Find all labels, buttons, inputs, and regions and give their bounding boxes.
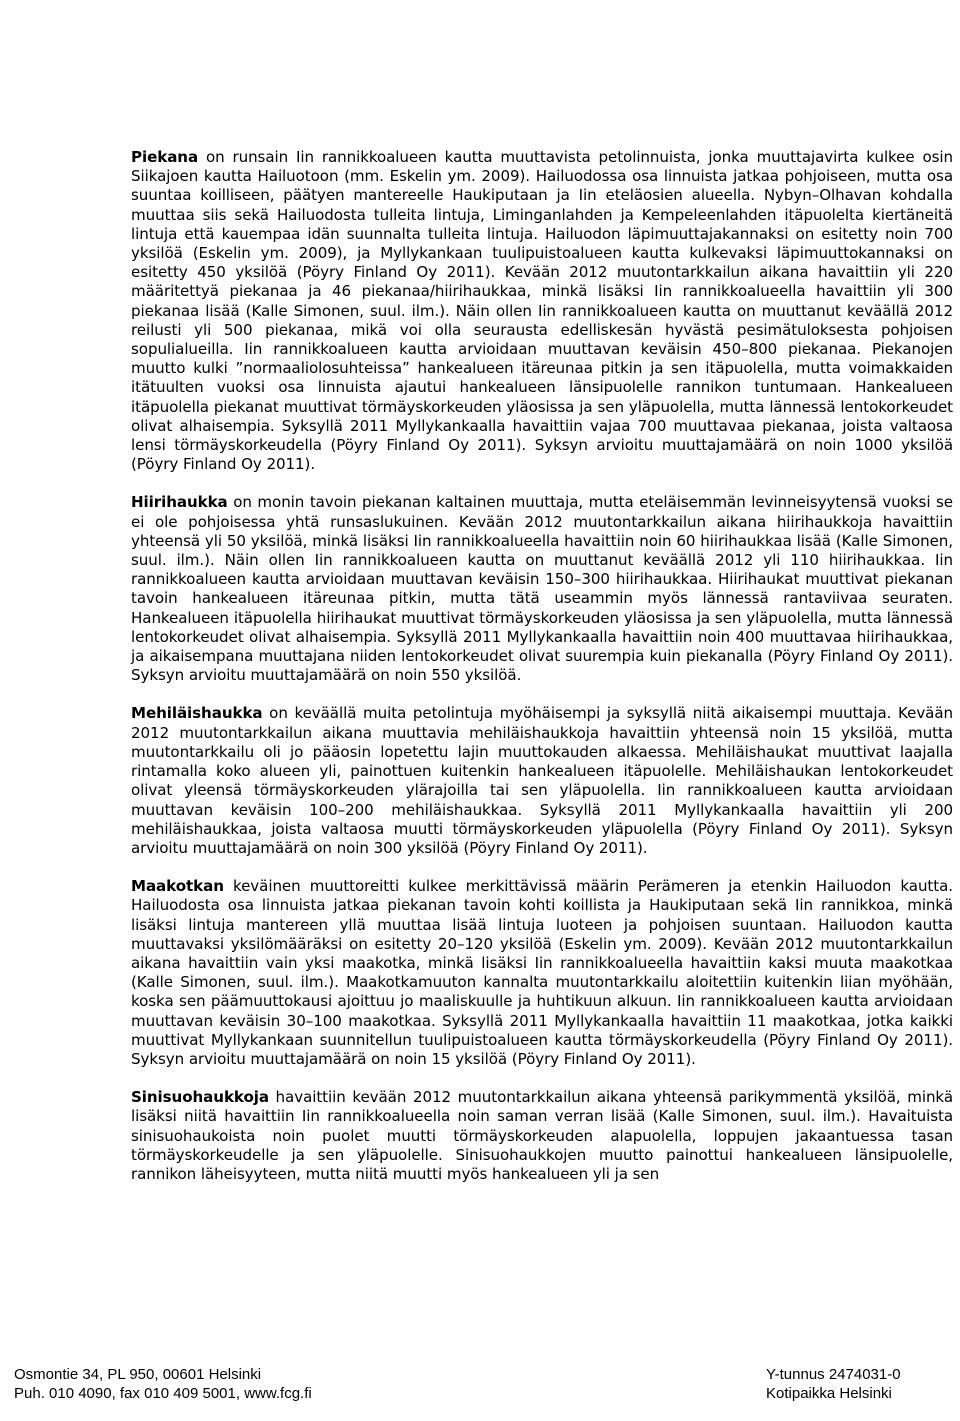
- paragraph-text: on keväällä muita petolintuja myöhäisempi ja syksyllä niitä aikaisempi muuttaja. Kevään 2012 muutontarkkailun aikana muuttavia mehiläishaukkoja havaittiin yhteensä noin 15 yksilöä, mutta muutontarkkailu oli jo pääosin lopetettu lajin muuttokauden alkaessa. Mehiläishaukat muuttivat laajalla rintamalla koko alueen yli, painottuen kuitenkin hankealueen itäpuolelle. Mehiläishaukan lentokorkeudet olivat yleensä törmäyskorkeuden ylärajoilla tai sen yläpuolella. Iin rannikkoalueen kautta arvioidaan muuttavan keväisin 100–200 mehiläishaukkaa. Syksyllä 2011 Myllykankaalla havaittiin yli 200 mehiläishaukkaa, joista valtaosa muutti törmäyskorkeuden yläpuolella (Pöyry Finland Oy 2011). Syksyn arvioitu muuttajamäärä on noin 300 yksilöä (Pöyry Finland Oy 2011).: [131, 704, 953, 857]
- paragraph-text: keväinen muuttoreitti kulkee merkittävissä määrin Perämeren ja etenkin Hailuodon kautta. Hailuodosta osa linnuista jatkaa piekanan tavoin kohti koillista ja Haukiputaan sekä Iin rannikkoa, minkä lisäksi lintuja mantereen yllä muuttaa lisää lintuja luoteen ja pohjoisen suuntaan. Hailuodon kautta muuttavaksi yksilömääräksi on esitetty 20–120 yksilöä (Eskelin ym. 2009). Kevään 2012 muutontarkkailun aikana havaittiin vain yksi maakotka, minkä lisäksi Iin rannikkoalueella havaittiin kaksi muuta maakotkaa (Kalle Simonen, suul. ilm.). Maakotkamuuton kannalta muutontarkkailu aloitettiin kuitenkin liian myöhään, koska sen päämuuttokausi ajoittuu jo maaliskuulle ja huhtikuun alkuun. Iin rannikkoalueen kautta arvioidaan muuttavan keväisin 30–100 maakotkaa. Syksyllä 2011 Myllykankaalla havaittiin 11 maakotkaa, jotka kaikki muuttivat Myllykankaan suunnitellun tuulipuistoalueen kautta törmäyskorkeudella (Pöyry Finland Oy 2011). Syksyn arvioitu muuttajamäärä on noin 15 yksilöä (Pöyry Finland Oy 2011).: [131, 877, 953, 1068]
- footer-domicile: Kotipaikka Helsinki: [766, 1385, 892, 1402]
- header-document-title: Linnustoselvitykset ja vaikutus-ten arviointi: [442, 1, 708, 37]
- body-text: [131, 148, 953, 1203]
- paragraph-text: on runsain Iin rannikkoalueen kautta muuttavista petolinnuista, jonka muuttajavirta kulkee osin Siikajoen kautta Hailuotoon (mm. Eskelin ym. 2009). Hailuodossa osa linnuista jatkaa pohjoiseen, mutta osa suuntaa koilliseen, päätyen mantereelle Haukiputaan ja Iin eteläosien alueella. Nybyn–Olhavan kohdalla muuttaa siis sekä Hailuodosta tulleita lintuja, Liminganlahden ja Kempeleenlahden itäpuolelta kiertäneitä lintuja että kauempaa idän suunnalta tulleita lintuja. Hailuodon läpimuuttajakannaksi on esitetty noin 700 yksilöä (Eskelin ym. 2009), ja Myllykankaan tuulipuistoalueen kautta kulkevaksi läpimuuttokannaksi on esitetty 450 yksilöä (Pöyry Finland Oy 2011). Kevään 2012 muutontarkkailun aikana havaittiin yli 220 määritettyä piekanaa ja 46 piekanaa/hiirihaukkaa, minkä lisäksi Iin rannikkoalueella havaittiin yli 300 piekanaa lisää (Kalle Simonen, suul. ilm.). Näin ollen Iin rannikkoalueen kautta on muuttanut keväällä 2012 reilusti yli 500 piekanaa, mikä voi olla seurausta edelliskesän hyvästä pesimätuloksesta pohjoisen sopulialueilla. Iin rannikkoalueen kautta arvioidaan muuttavan keväisin 450–800 piekanaa. Piekanojen muutto kulki ”normaaliolosuhteissa” hankealueen itäreunaa pitkin ja sen itäpuolella, mutta voimakkaiden itätuulten vuoksi osa linnuista ajautui hankealueen länsipuolelle rannikon tuntumaan. Hankealueen itäpuolella piekanat muuttivat törmäyskorkeuden yläosissa ja sen yläpuolella, mutta lännessä lentokorkeudet olivat alhaisempia. Syksyllä 2011 Myllykankaalla havaittiin vajaa 700 muuttavaa piekanaa, joista valtaosa lensi törmäyskorkeudella (Pöyry Finland Oy 2011). Syksyn arvioitu muuttajamäärä on noin 1000 yksilöä (Pöyry Finland Oy 2011).: [131, 148, 953, 474]
- paragraph-sinisuohaukka: [131, 1088, 953, 1184]
- species-name: Sinisuohaukkoja: [131, 1088, 269, 1107]
- footer-business-id: Y-tunnus 2474031-0: [766, 1366, 901, 1383]
- paragraph-text: havaittiin kevään 2012 muutontarkkailun aikana yhteensä parikymmentä yksilöä, minkä lisäksi niitä havaittiin Iin rannikkoalueella noin saman verran lisää (Kalle Simonen, suul. ilm.). Havaituista sinisuohaukoista noin puolet muutti törmäyskorkeuden alapuolella, loppujen jakaantuessa tasan törmäyskorkeudelle ja sen yläpuolelle. Sinisuohaukkojen muutto painottui hankealueen länsipuolelle, rannikon läheisyyteen, mutta niitä muutti myös hankealueen yli ja sen: [131, 1088, 953, 1183]
- header-page-number: 19 (34): [868, 0, 916, 17]
- paragraph-text: on monin tavoin piekanan kaltainen muuttaja, mutta eteläisemmän levinneisyytensä vuoksi se ei ole pohjoisessa yhtä runsaslukuinen. Kevään 2012 muutontarkkailun aikana hiirihaukkoja havaittiin yhteensä yli 50 yksilöä, minkä lisäksi Iin rannikkoalueella havaittiin noin 60 hiirihaukkaa lisää (Kalle Simonen, suul. ilm.). Näin ollen Iin rannikkoalueen kautta on muuttanut keväällä 2012 yli 110 hiirihaukkaa. Iin rannikkoalueen kautta arvioidaan muuttavan keväisin 150–300 hiirihaukkaa. Hiirihaukat muuttivat piekanan tavoin hankealueen itäreunaa pitkin, mutta tätä useammin myös lännessä rantaviivaa seuraten. Hankealueen itäpuolella hiirihaukat muuttivat törmäyskorkeuden yläosissa ja sen yläpuolella, mutta lännessä lentokorkeudet olivat alhaisempia. Syksyllä 2011 Myllykankaalla havaittiin noin 400 muuttavaa hiirihaukkaa, ja aikaisempana muuttajana niiden lentokorkeudet olivat suurempia kuin piekanalla (Pöyry Finland Oy 2011). Syksyn arvioitu muuttajamäärä on noin 550 yksilöä.: [131, 493, 953, 685]
- species-name: Mehiläishaukka: [131, 704, 263, 723]
- page-footer: [14, 1346, 904, 1403]
- paragraph-piekana: [131, 148, 953, 474]
- header-date: 15.8.2012: [14, 52, 81, 69]
- species-name: Hiirihaukka: [131, 493, 228, 512]
- species-name: Piekana: [131, 148, 199, 166]
- species-name: Maakotkan: [131, 877, 224, 896]
- header-company: FCG SUUNNITTELU JA TEKNIIKKA OY: [14, 0, 283, 17]
- paragraph-mehilaishaukka: [131, 704, 953, 858]
- footer-contact: Puh. 010 4090, fax 010 409 5001, www.fcg.fi: [14, 1385, 312, 1402]
- footer-company: FCG Suunnittelu ja tekniikka Oy: [14, 1347, 227, 1364]
- paragraph-maakotka: [131, 877, 953, 1069]
- paragraph-hiirihaukka: [131, 493, 953, 685]
- footer-address: Osmontie 34, PL 950, 00601 Helsinki: [14, 1366, 262, 1383]
- page-header: [0, 0, 960, 74]
